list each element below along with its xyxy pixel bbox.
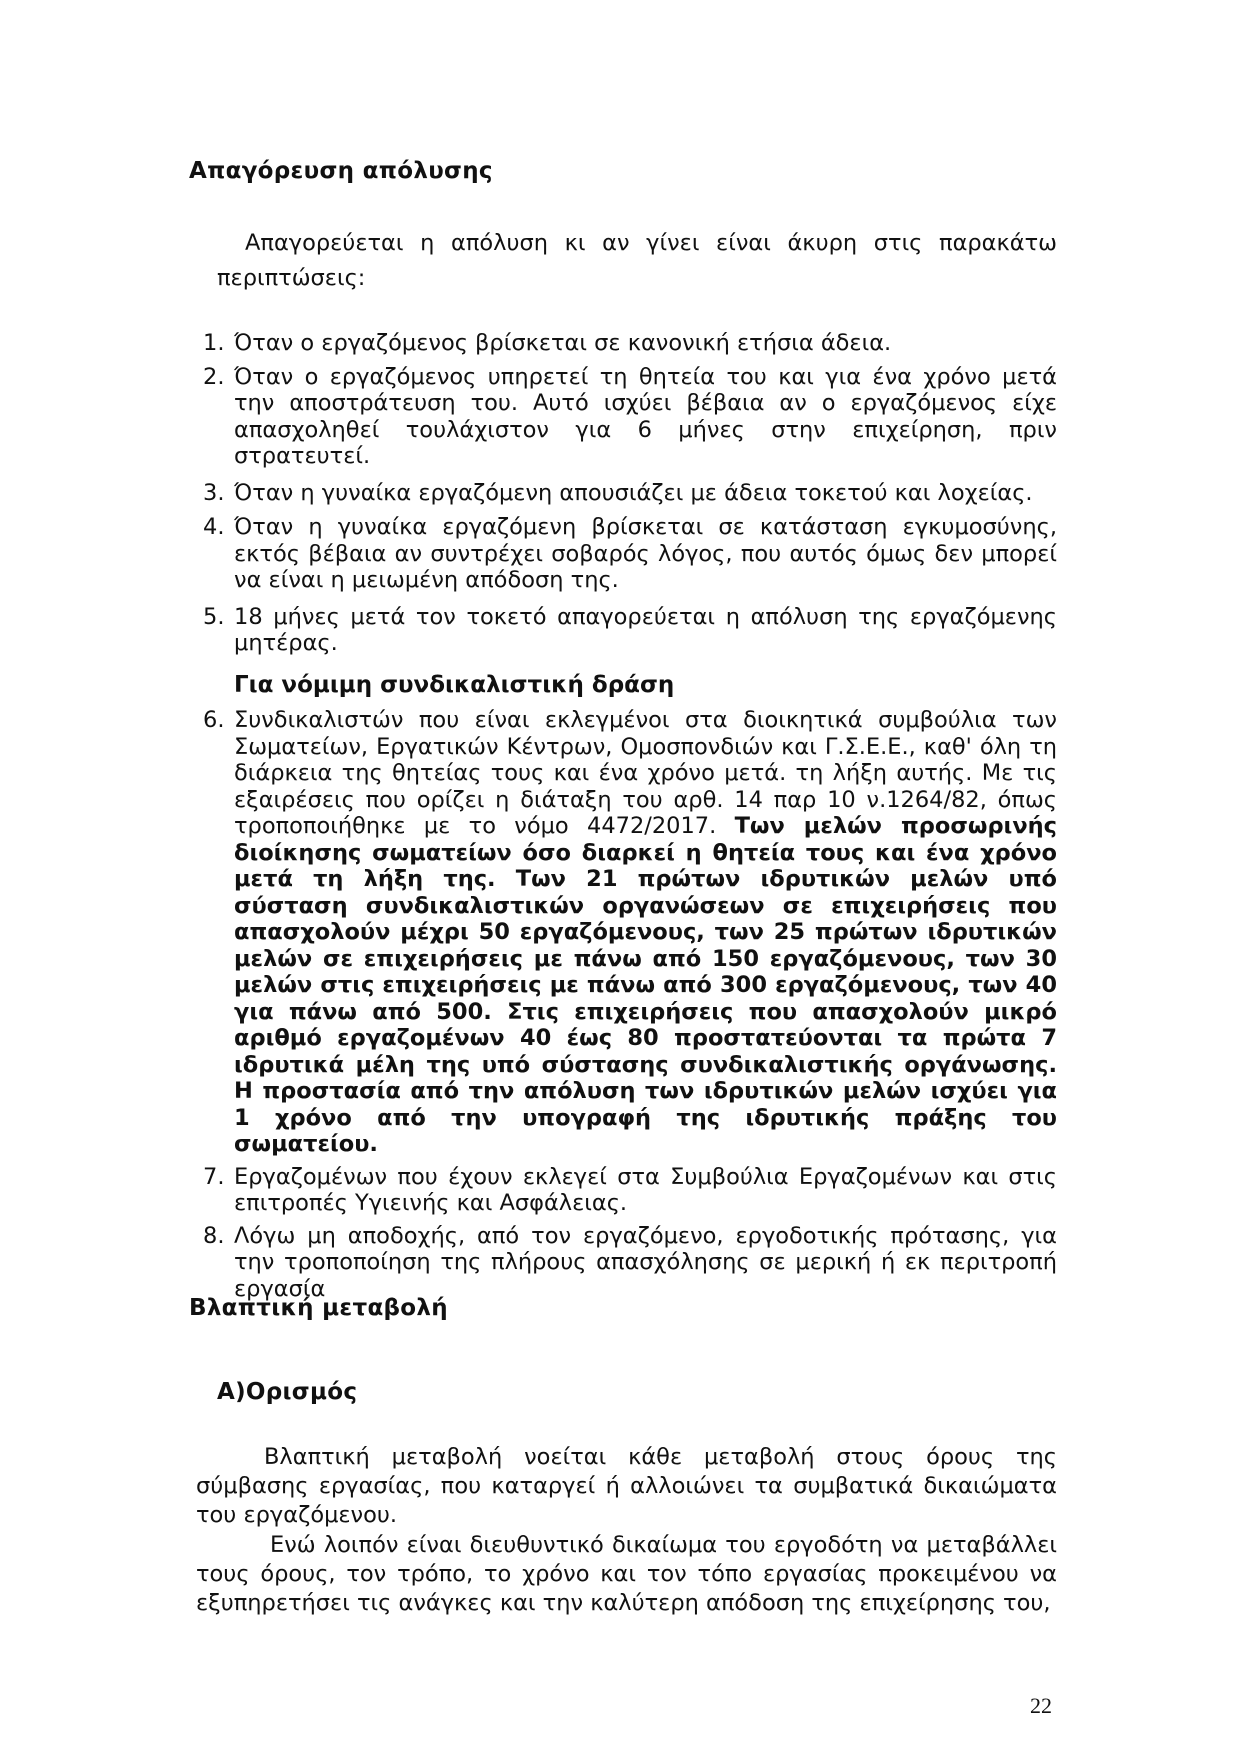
intro-paragraph: Απαγορεύεται η απόλυση κι αν γίνει είναι άκυρη στις παρακάτω περιπτώσεις:: [217, 230, 1057, 291]
list-item-number: 8.: [203, 1222, 225, 1249]
list-item-text: 18 μήνες μετά τον τοκετό απαγορεύεται η απόλυση της εργαζόμενης μητέρας.: [234, 603, 1057, 656]
list-item-text: Συνδικαλιστών που είναι εκλεγμένοι στα διοικητικά συμβούλια των Σωματείων, Εργατικών Κέντρων, Ομοσπονδιών και Γ.Σ.Ε.Ε., καθ' όλη τη διάρκεια της θητείας τους και ένα χρόνο μετά. τη λήξη αυτής. Με τις εξαιρέσεις που ορίζει η διάταξη του αρθ. 14 παρ 10 ν.1264/82, όπως τροποποιήθηκε με το νόμο 4472/2017.: [234, 707, 1057, 839]
list-item-number: 1.: [203, 330, 225, 356]
list-item-bold-text: Των μελών προσωρινής διοίκησης σωματείων όσο διαρκεί η θητεία τους και ένα χρόνο μετά τη λήξη της. Των 21 πρώτων ιδρυτικών μελών υπό σύσταση συνδικαλιστικών οργανώσεων σε επιχειρήσεις που απασχολούν μέχρι 50 εργαζόμενους, των 25 πρώτων ιδρυτικών μελών σε επιχειρήσεις με πάνω από 150 εργαζόμενους, των 30 μελών στις επιχειρήσεις με πάνω από 300 εργαζόμενους, των 40 για πάνω από 500. Στις επιχειρήσεις που απασχολούν μικρό αριθμό εργαζομένων 40 έως 80 προστατεύονται τα πρώτα 7 ιδρυτικά μέλη της υπό σύστασης συνδικαλιστικής οργάνωσης. Η προστασία από την απόλυση των ιδρυτικών μελών ισχύει για 1 χρόνο από την υπογραφή της ιδρυτικής πράξης του σωματείου.: [234, 813, 1057, 1157]
list-item-text: Εργαζομένων που έχουν εκλεγεί στα Συμβούλια Εργαζομένων και στις επιτροπές Υγιεινής και Ασφάλειας.: [234, 1163, 1057, 1216]
definition-paragraph: Βλαπτική μεταβολή νοείται κάθε μεταβολή στους όρους της σύμβασης εργασίας, που καταργεί ή αλλοιώνει τα συμβατικά δικαιώματα του εργαζόμενου.: [196, 1444, 1057, 1528]
definition-subheading: Α)Ορισμός: [217, 1379, 358, 1405]
list-item-number: 7.: [203, 1163, 225, 1190]
list-item: [196, 1223, 1057, 1303]
list-item-text: Όταν η γυναίκα εργαζόμενη βρίσκεται σε κατάσταση εγκυμοσύνης, εκτός βέβαια αν συντρέχει σοβαρός λόγος, που αυτός όμως δεν μπορεί να είναι η μειωμένη απόδοση της.: [234, 514, 1057, 593]
section-heading-harmful-change: Βλαπτική μεταβολή: [189, 1295, 448, 1321]
list-item: [196, 480, 1057, 507]
list-item-text: Λόγω μη αποδοχής, από τον εργαζόμενο, εργοδοτικής πρότασης, για την τροποποίηση της πλήρους απασχόλησης σε μερική ή εκ περιτροπή εργασία: [234, 1222, 1057, 1302]
list-item-text: Όταν ο εργαζόμενος βρίσκεται σε κανονική ετήσια άδεια.: [234, 330, 892, 356]
list-item: [196, 364, 1057, 470]
list-item-text: Όταν ο εργαζόμενος υπηρετεί τη θητεία του και για ένα χρόνο μετά την αποστράτευση του. Αυτό ισχύει βέβαια αν ο εργαζόμενος είχε απασχοληθεί τουλάχιστον για 6 μήνες στην επιχείρηση, πριν στρατευτεί.: [234, 363, 1057, 469]
list-item: [196, 330, 1057, 357]
list-item: [196, 707, 1057, 1158]
list-item-number: 5.: [203, 603, 225, 630]
list-item-number: 2.: [203, 363, 225, 390]
list-item-number: 3.: [203, 479, 225, 506]
list-item-number: 4.: [203, 514, 225, 540]
employer-rights-paragraph: Ενώ λοιπόν είναι διευθυντικό δικαίωμα του εργοδότη να μεταβάλλει τους όρους, τον τρόπο, το χρόνο και τον τόπο εργασίας προκειμένου να εξυπηρετήσει τις ανάγκες και την καλύτερη απόδοση της επιχείρησης του,: [196, 1532, 1057, 1616]
page-number: 22: [1030, 1693, 1052, 1718]
prohibition-list-6-8: [196, 707, 1057, 1302]
list-item: [196, 604, 1057, 657]
list-item-text: Όταν η γυναίκα εργαζόμενη απουσιάζει με άδεια τοκετού και λοχείας.: [234, 479, 1033, 506]
section-heading-dismissal-ban: Απαγόρευση απόλυσης: [189, 158, 493, 184]
list-item: [196, 514, 1057, 594]
prohibition-list-1-5: [196, 330, 1057, 657]
list-item: [196, 1164, 1057, 1217]
union-activity-subheading: Για νόμιμη συνδικαλιστική δράση: [234, 672, 675, 698]
list-item-number: 6.: [203, 707, 225, 733]
